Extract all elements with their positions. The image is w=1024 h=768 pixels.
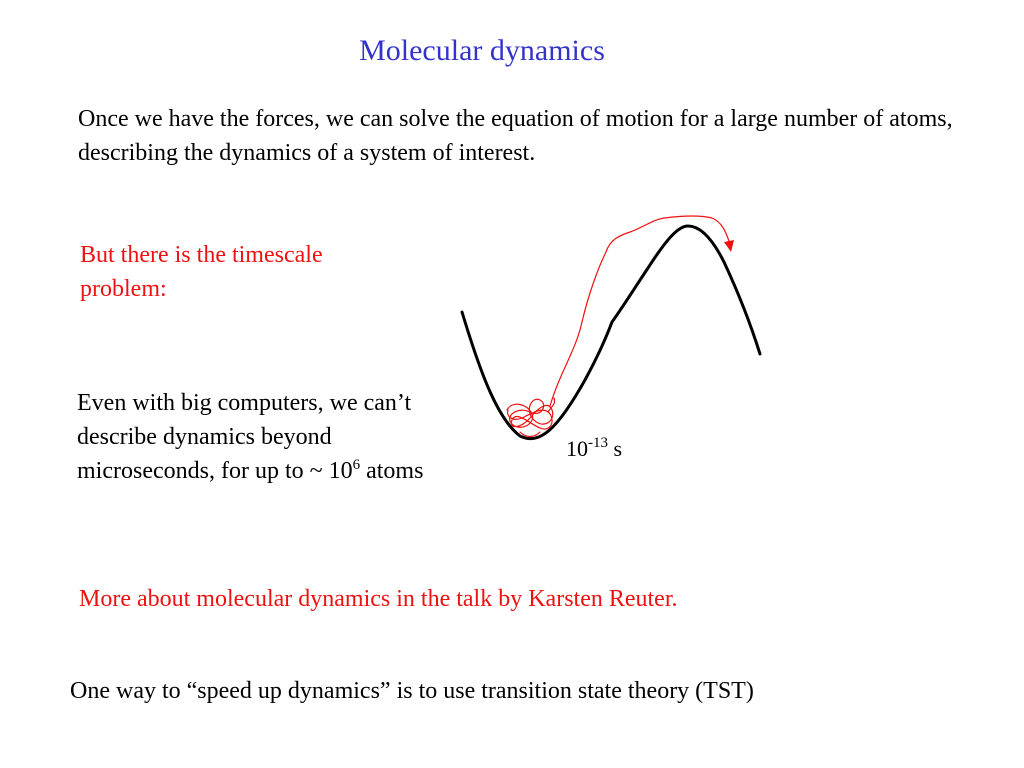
timescale-base: 10 xyxy=(566,436,588,461)
more-info-text: More about molecular dynamics in the talk by Karsten Reuter. xyxy=(79,586,678,612)
timescale-problem-text: But there is the timescale problem: xyxy=(80,242,323,302)
timescale-exponent: -13 xyxy=(588,435,608,451)
computers-text: Even with big computers, we can’t describe dynamics beyond microseconds, for up to ~ 10 xyxy=(77,390,412,484)
slide-title: Molecular dynamics xyxy=(359,34,605,67)
potential-curve xyxy=(462,226,760,439)
intro-paragraph: Once we have the forces, we can solve the equation of motion for a large number of atoms, describing the dynamics of a system of interest. xyxy=(78,106,953,166)
computers-tail: atoms xyxy=(360,458,424,484)
tst-text: One way to “speed up dynamics” is to use transition state theory (TST) xyxy=(70,678,754,704)
trajectory-arrowhead xyxy=(724,240,734,252)
timescale-label xyxy=(566,434,622,464)
computers-exponent: 6 xyxy=(352,457,361,473)
timescale-unit: s xyxy=(608,436,623,461)
escape-trajectory xyxy=(550,216,730,406)
